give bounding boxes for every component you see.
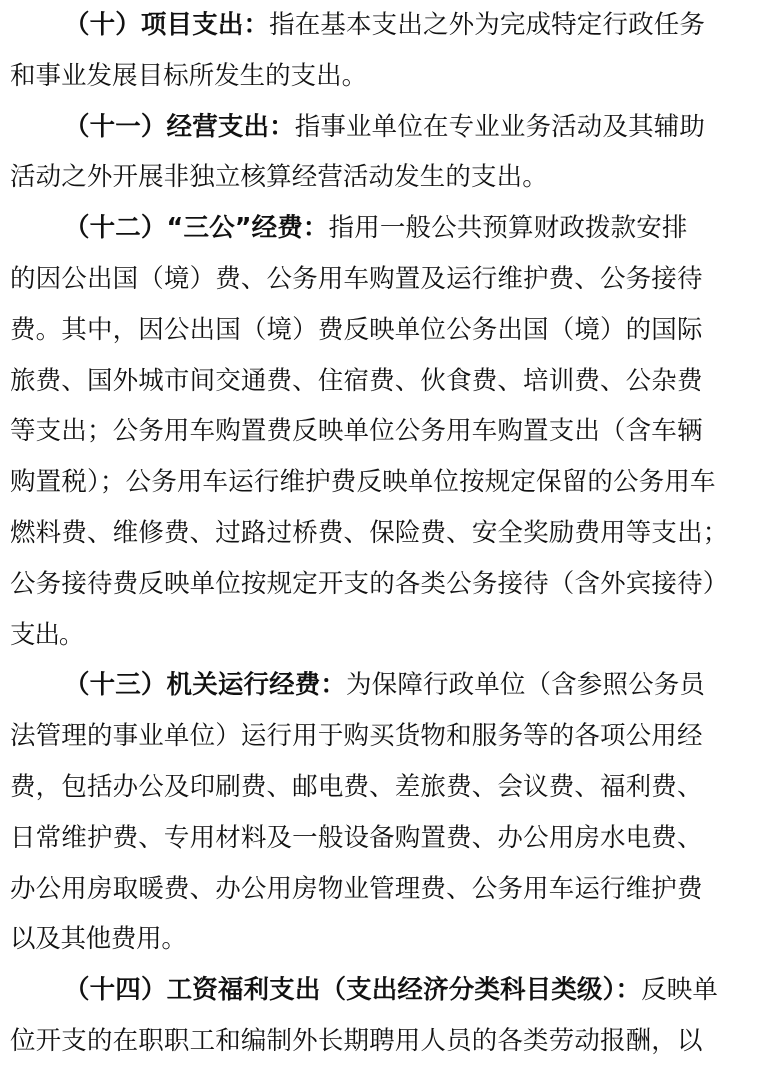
text-line	[10, 610, 770, 661]
text-line	[10, 762, 770, 813]
text-line	[10, 508, 770, 559]
line-text: 反映单	[641, 975, 719, 1006]
line-text: 法管理的事业单位）运行用于购买货物和服务等的各项公用经	[10, 721, 703, 752]
line-text: 为保障行政单位（含参照公务员	[346, 670, 706, 701]
text-line	[10, 152, 770, 203]
line-text: 指事业单位在专业业务活动及其辅助	[294, 111, 706, 142]
line-text: 活动之外开展非独立核算经营活动发生的支出。	[10, 162, 548, 193]
paragraph	[10, 102, 770, 204]
text-line	[10, 559, 770, 610]
line-text: 的因公出国（境）费、公务用车购置及运行维护费、公务接待	[10, 263, 703, 294]
paragraph	[10, 203, 770, 660]
line-text: 和事业发展目标所发生的支出。	[10, 60, 368, 91]
text-line	[10, 305, 770, 356]
text-line	[10, 660, 770, 711]
line-text: 燃料费、维修费、过路过桥费、保险费、安全奖励费用等支出；	[10, 517, 729, 548]
text-line	[10, 1016, 770, 1067]
paragraph-term: （十四）工资福利支出（支出经济分类科目类级）：	[64, 975, 642, 1006]
text-line	[10, 356, 770, 407]
text-line	[10, 51, 770, 102]
text-line	[10, 102, 770, 153]
line-text: 指在基本支出之外为完成特定行政任务	[269, 10, 706, 40]
line-text: 办公用房取暖费、办公用房物业管理费、公务用车运行维护费	[10, 873, 703, 904]
document-body	[10, 0, 770, 1067]
line-text: 支出。	[10, 619, 84, 650]
text-line	[10, 457, 770, 508]
paragraph-term: （十二）“三公”经费：	[64, 213, 329, 244]
text-line	[10, 711, 770, 762]
line-text: 公务接待费反映单位按规定开支的各类公务接待（含外宾接待）	[10, 568, 729, 599]
line-text: 购置税）；公务用车运行维护费反映单位按规定保留的公务用车	[10, 467, 716, 498]
text-line	[10, 406, 770, 457]
line-text: 指用一般公共预算财政拨款安排	[328, 213, 688, 244]
paragraph	[10, 660, 770, 965]
line-text: 等支出；公务用车购置费反映单位公务用车购置支出（含车辆	[10, 416, 703, 447]
line-text: 旅费、国外城市间交通费、住宿费、伙食费、培训费、公杂费	[10, 365, 703, 396]
text-line	[10, 254, 770, 305]
text-line	[10, 914, 770, 965]
paragraph	[10, 0, 770, 102]
line-text: 日常维护费、专用材料及一般设备购置费、办公用房水电费、	[10, 822, 703, 853]
text-line	[10, 965, 770, 1016]
text-line	[10, 0, 770, 51]
line-text: 以及其他费用。	[10, 924, 187, 955]
paragraph-term: （十三）机关运行经费：	[64, 670, 347, 701]
text-line	[10, 203, 770, 254]
line-text: 费，包括办公及印刷费、邮电费、差旅费、会议费、福利费、	[10, 771, 703, 802]
line-text: 位开支的在职职工和编制外长期聘用人员的各类劳动报酬，以	[10, 1025, 703, 1056]
text-line	[10, 813, 770, 864]
text-line	[10, 864, 770, 915]
line-text: 费。其中，因公出国（境）费反映单位公务出国（境）的国际	[10, 314, 703, 345]
paragraph-term: （十）项目支出：	[64, 10, 270, 40]
paragraph	[10, 965, 770, 1067]
paragraph-term: （十一）经营支出：	[64, 111, 295, 142]
